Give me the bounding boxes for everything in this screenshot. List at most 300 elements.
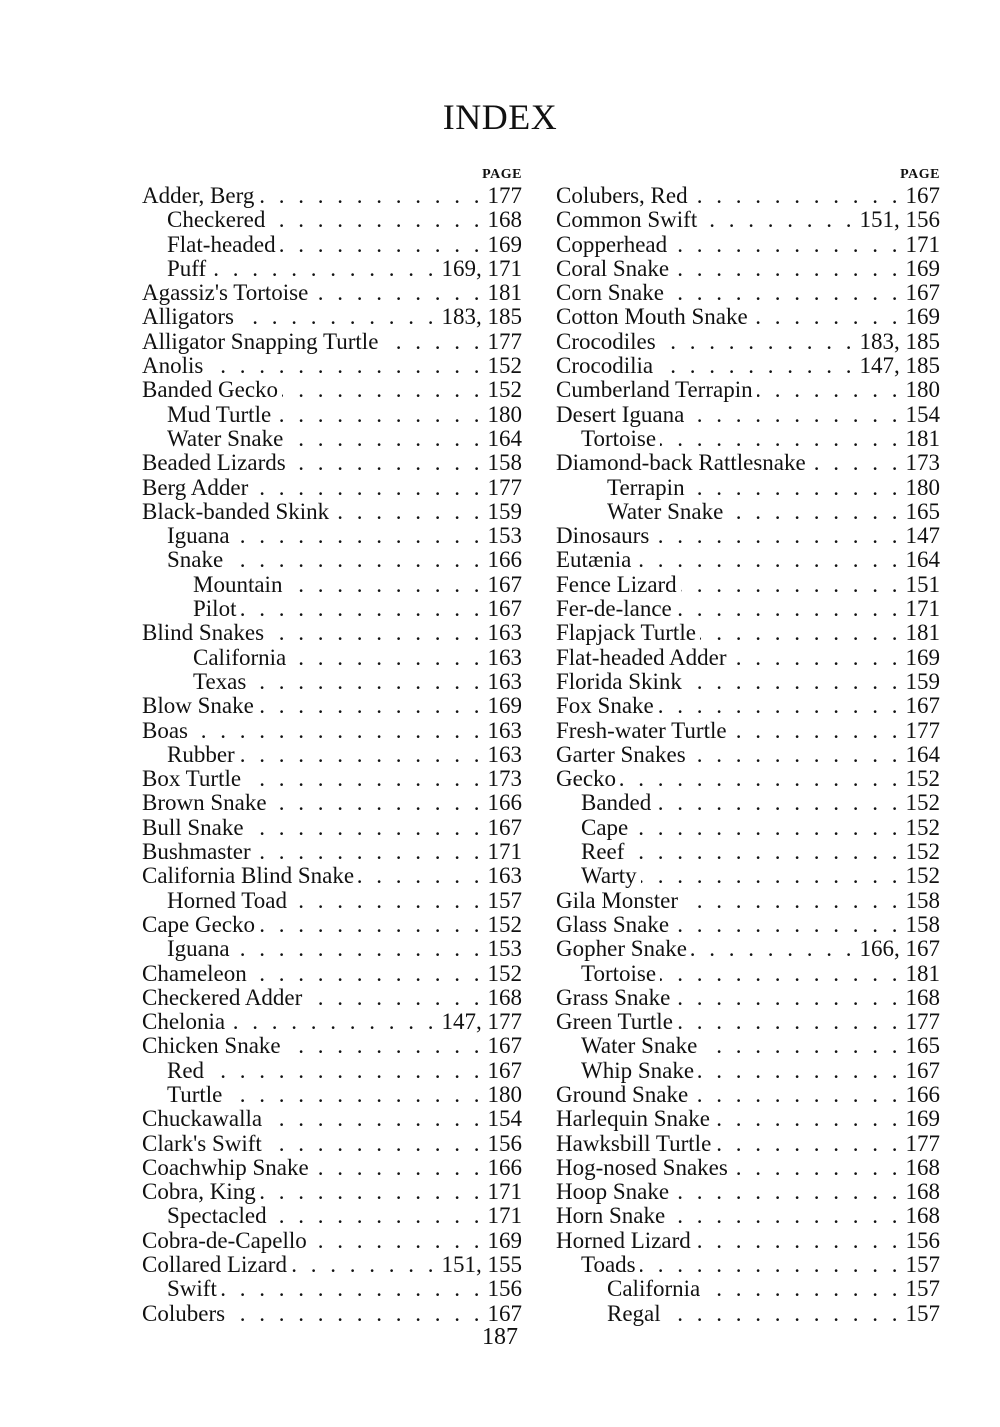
entry-page: 167 [487,1057,522,1083]
entry-name: Checkered Adder [142,984,303,1010]
dot-leader [691,937,856,961]
dot-leader [682,889,901,913]
index-entry [142,597,522,621]
index-entry [556,1253,940,1277]
entry-page: 152 [905,814,940,840]
entry-page: 166, 167 [859,936,940,962]
index-entry [142,330,522,354]
index-entry [142,451,522,475]
index-entry [142,719,522,743]
entry-page: 177 [487,328,522,354]
entry-page: 147 [905,523,940,549]
dot-leader [234,524,484,548]
entry-page: 181 [487,280,522,306]
dot-leader [291,1253,438,1277]
index-entry [556,281,940,305]
entry-name: Water Snake [581,1033,698,1059]
index-entry [556,184,940,208]
entry-page: 157 [905,1252,940,1278]
index-entry [556,962,940,986]
index-entry [556,1229,940,1253]
dot-leader [727,500,901,524]
dot-leader [290,451,484,475]
entry-name: Fence Lizard [556,571,677,597]
dot-leader [240,597,483,621]
entry-name: Banded Gecko [142,377,279,403]
entry-page: 168 [905,984,940,1010]
index-entry [142,1034,522,1058]
entry-page: 177 [905,717,940,743]
dot-leader [658,694,902,718]
entry-page: 168 [905,1154,940,1180]
dot-leader [192,719,484,743]
index-entry [556,354,940,378]
index-entry [556,573,940,597]
entry-page: 158 [905,911,940,937]
dot-leader [731,719,902,743]
entry-name: Toads [581,1252,636,1278]
index-entry [142,354,522,378]
dot-leader [673,1180,901,1204]
entry-name: Grass Snake [556,984,671,1010]
index-entry [142,864,522,888]
dot-leader [640,1253,902,1277]
entry-page: 180 [487,1081,522,1107]
entry-name: Tortoise [581,960,657,986]
entry-name: Agassiz's Tortoise [142,280,309,306]
entry-page: 169 [905,304,940,330]
dot-leader [333,500,483,524]
index-column-right [556,166,940,1326]
entry-page: 169 [905,644,940,670]
dot-leader [653,524,901,548]
page-column-header: PAGE [900,167,940,182]
entry-page: 171 [487,1203,522,1229]
entry-page: 169 [487,693,522,719]
page-column-header: PAGE [482,167,522,182]
dot-leader [358,864,483,888]
entry-name: Clark's Swift [142,1130,262,1156]
entry-name: Anolis [142,353,204,379]
dot-leader [245,767,483,791]
index-entry [556,767,940,791]
entry-name: Cape Gecko [142,911,256,937]
entry-page: 152 [905,766,940,792]
index-entry [142,694,522,718]
entry-page: 181 [905,960,940,986]
entry-page: 177 [905,1009,940,1035]
entry-page: 159 [905,668,940,694]
dot-leader [258,694,484,718]
entry-name: Banded [581,790,652,816]
index-entry [142,791,522,815]
entry-name: Fox Snake [556,693,654,719]
dot-leader [269,208,483,232]
entry-name: Corn Snake [556,280,664,306]
dot-leader [250,670,483,694]
dot-leader [698,1059,901,1083]
entry-name: Gopher Snake [556,936,687,962]
index-entry [142,1229,522,1253]
dot-leader [382,330,483,354]
entry-page: 164 [905,547,940,573]
entry-name: Common Swift [556,207,698,233]
dot-leader [311,1229,484,1253]
entry-name: Mountain [193,571,283,597]
entry-page: 169 [487,1227,522,1253]
index-entry [142,305,522,329]
entry-name: Cumberland Terrapin [556,377,753,403]
index-entry [142,378,522,402]
dot-leader [312,281,483,305]
dot-leader [260,1180,484,1204]
entry-name: Mud Turtle [167,401,272,427]
index-entry [142,281,522,305]
dot-leader [266,1107,483,1131]
dot-leader [692,184,902,208]
entry-name: Hawksbill Turtle [556,1130,712,1156]
index-entry [142,500,522,524]
entry-page: 163 [487,863,522,889]
dot-leader [655,791,901,815]
entry-name: Rubber [167,741,235,767]
entry-page: 166 [487,547,522,573]
index-entry [142,524,522,548]
entry-page: 165 [905,1033,940,1059]
entry-name: Fresh-water Turtle [556,717,727,743]
index-entry [556,840,940,864]
dot-leader [701,1034,901,1058]
entry-name: Crocodilia [556,353,654,379]
dot-leader [686,670,902,694]
index-entry [556,1010,940,1034]
entry-name: California [193,644,287,670]
entry-name: Brown Snake [142,790,267,816]
entry-name: Chameleon [142,960,247,986]
index-entry [556,233,940,257]
entry-name: Colubers, Red [556,183,688,208]
entry-name: Diamond-back Rattlesnake [556,450,806,476]
entry-page: 151, 155 [441,1252,522,1278]
entry-name: Swift [167,1276,217,1302]
index-entry [142,986,522,1010]
dot-leader [208,1059,483,1083]
entry-page: 163 [487,741,522,767]
dot-leader [752,305,902,329]
entry-name: Hog-nosed Snakes [556,1154,728,1180]
dot-leader [234,937,484,961]
index-entry [142,1277,522,1301]
index-entry [142,1083,522,1107]
index-entry [556,305,940,329]
index-entry [556,670,940,694]
entry-name: Glass Snake [556,911,670,937]
dot-leader [255,840,484,864]
entry-page: 169 [905,1106,940,1132]
index-entry [556,889,940,913]
entry-page: 147, 185 [859,353,940,379]
dot-leader [676,597,902,621]
entry-page: 167 [905,1057,940,1083]
dot-leader [266,1132,484,1156]
dot-leader [715,1132,901,1156]
index-entry [556,1132,940,1156]
dot-leader [677,1010,902,1034]
entry-page: 164 [487,425,522,451]
entry-page: 171 [905,596,940,622]
entry-name: California [607,1276,701,1302]
entry-name: Blow Snake [142,693,254,719]
dot-leader [207,354,483,378]
entry-name: Bushmaster [142,839,251,865]
entry-name: Gecko [556,766,617,792]
entry-name: Colubers [142,1300,226,1326]
entry-page: 156 [905,1227,940,1253]
entry-page: 163 [487,620,522,646]
entry-page: 180 [905,377,940,403]
entry-name: Checkered [167,207,266,233]
dot-leader [673,913,901,937]
index-column-left [142,166,522,1326]
entry-page: 169 [487,231,522,257]
entry-name: Adder, Berg [142,183,255,208]
entry-page: 152 [905,839,940,865]
entry-name: Dinosaurs [556,523,650,549]
dot-leader [673,257,901,281]
entry-name: Pilot [193,596,237,622]
dot-leader [280,233,484,257]
entry-page: 167 [487,596,522,622]
entry-page: 157 [905,1300,940,1326]
dot-leader [714,1107,902,1131]
entry-page: 147, 177 [441,1009,522,1035]
index-entry [556,403,940,427]
index-entry [142,621,522,645]
entry-page: 177 [905,1130,940,1156]
entry-name: Coral Snake [556,255,670,281]
dot-leader [665,1302,902,1326]
index-entry [142,1302,522,1326]
index-entry [142,548,522,572]
entry-page: 156 [487,1130,522,1156]
index-entry [142,913,522,937]
entry-page: 167 [487,571,522,597]
dot-leader [285,1034,484,1058]
index-entry [142,1010,522,1034]
dot-leader [248,816,484,840]
index-entry [142,889,522,913]
index-entry [556,451,940,475]
dot-leader [620,767,901,791]
index-entry [556,1156,940,1180]
entry-name: Berg Adder [142,474,249,500]
index-entry [142,962,522,986]
dot-leader [669,1204,901,1228]
index-entry [142,1132,522,1156]
entry-name: Reef [581,839,625,865]
entry-name: Bull Snake [142,814,244,840]
dot-leader [810,451,902,475]
index-entry [142,646,522,670]
entry-name: Crocodiles [556,328,656,354]
entry-page: 153 [487,523,522,549]
dot-leader [668,281,902,305]
entry-name: Iguana [167,936,230,962]
dot-leader [632,816,901,840]
index-entry [556,621,940,645]
entry-page: 173 [487,766,522,792]
dot-leader [239,743,484,767]
entry-page: 181 [905,620,940,646]
entry-page: 169 [905,255,940,281]
entry-page: 154 [487,1106,522,1132]
index-entry [142,1253,522,1277]
index-entry [556,694,940,718]
entry-name: Alligator Snapping Turtle [142,328,379,354]
index-entry [556,719,940,743]
index-entry [556,378,940,402]
entry-page: 154 [905,401,940,427]
dot-leader [229,1010,437,1034]
page-title: INDEX [442,97,558,137]
index-entry [142,573,522,597]
index-entry [556,986,940,1010]
dot-leader [252,476,483,500]
entry-page: 166 [905,1081,940,1107]
index-entry [556,524,940,548]
entry-name: Chuckawalla [142,1106,263,1132]
dot-leader [635,548,901,572]
entry-name: Ground Snake [556,1081,689,1107]
entry-name: Snake [167,547,224,573]
index-entry [556,1034,940,1058]
dot-leader [259,913,483,937]
entry-page: 163 [487,717,522,743]
index-entry [556,864,940,888]
entry-name: Eutænia [556,547,632,573]
index-entry [556,646,940,670]
dot-leader [271,1204,484,1228]
entry-name: Desert Iguana [556,401,685,427]
entry-name: Horned Toad [167,887,287,913]
entry-page: 158 [905,887,940,913]
index-entry [142,1059,522,1083]
page-number: 187 [482,1324,518,1350]
entry-name: Cotton Mouth Snake [556,304,748,330]
dot-leader [229,1302,483,1326]
entry-page: 152 [905,790,940,816]
entry-name: Regal [607,1300,661,1326]
entry-page: 163 [487,644,522,670]
entry-name: Alligators [142,304,234,330]
dot-leader [238,305,438,329]
dot-leader [275,403,483,427]
entry-name: Blind Snakes [142,620,265,646]
index-entry [142,1107,522,1131]
index-entry [142,1180,522,1204]
index-entry [556,1107,940,1131]
index-entry [142,427,522,451]
entry-name: Spectacled [167,1203,267,1229]
dot-leader [701,208,855,232]
dot-leader [660,962,901,986]
index-entry [142,403,522,427]
entry-name: California Blind Snake [142,863,355,889]
index-entry [556,913,940,937]
dot-leader [210,257,437,281]
entry-page: 171 [487,839,522,865]
entry-page: 159 [487,498,522,524]
entry-name: Boas [142,717,188,743]
entry-name: Collared Lizard [142,1252,287,1278]
entry-page: 173 [905,450,940,476]
entry-page: 171 [905,231,940,257]
index-entry [556,427,940,451]
dot-leader [227,548,483,572]
entry-page: 180 [905,474,940,500]
index-entry [142,184,522,208]
entry-page: 177 [487,183,522,208]
entry-page: 167 [487,1300,522,1326]
index-entry [556,1204,940,1228]
entry-page: 181 [905,425,940,451]
dot-leader [641,864,902,888]
entry-page: 152 [487,377,522,403]
entry-name: Whip Snake [581,1057,695,1083]
dot-leader [690,743,902,767]
dot-leader [660,330,856,354]
entry-page: 163 [487,668,522,694]
index-entry [556,791,940,815]
index-entry [556,1302,940,1326]
entry-page: 183, 185 [859,328,940,354]
entry-name: Turtle [167,1081,223,1107]
entry-page: 158 [487,450,522,476]
index-entry [142,208,522,232]
entry-name: Flat-headed [167,231,276,257]
index-entry [142,670,522,694]
dot-leader [689,476,902,500]
entry-name: Texas [193,668,247,694]
dot-leader [732,1156,902,1180]
entry-page: 167 [905,693,940,719]
entry-name: Flapjack Turtle [556,620,696,646]
index-entry [142,1204,522,1228]
entry-name: Flat-headed Adder [556,644,727,670]
dot-leader [731,646,902,670]
index-entry [142,257,522,281]
entry-name: Black-banded Skink [142,498,330,524]
entry-page: 167 [487,814,522,840]
index-entry [556,208,940,232]
entry-page: 156 [487,1276,522,1302]
entry-page: 153 [487,936,522,962]
dot-leader [692,1083,901,1107]
entry-name: Garter Snakes [556,741,686,767]
dot-leader [757,378,902,402]
index-entry [142,476,522,500]
dot-leader [226,1083,483,1107]
index-entry [142,1156,522,1180]
dot-leader [700,621,902,645]
entry-name: Beaded Lizards [142,450,286,476]
index-entry [556,1083,940,1107]
index-entry [556,476,940,500]
entry-name: Gila Monster [556,887,679,913]
entry-name: Chicken Snake [142,1033,281,1059]
index-entry [556,1277,940,1301]
index-entry [556,257,940,281]
